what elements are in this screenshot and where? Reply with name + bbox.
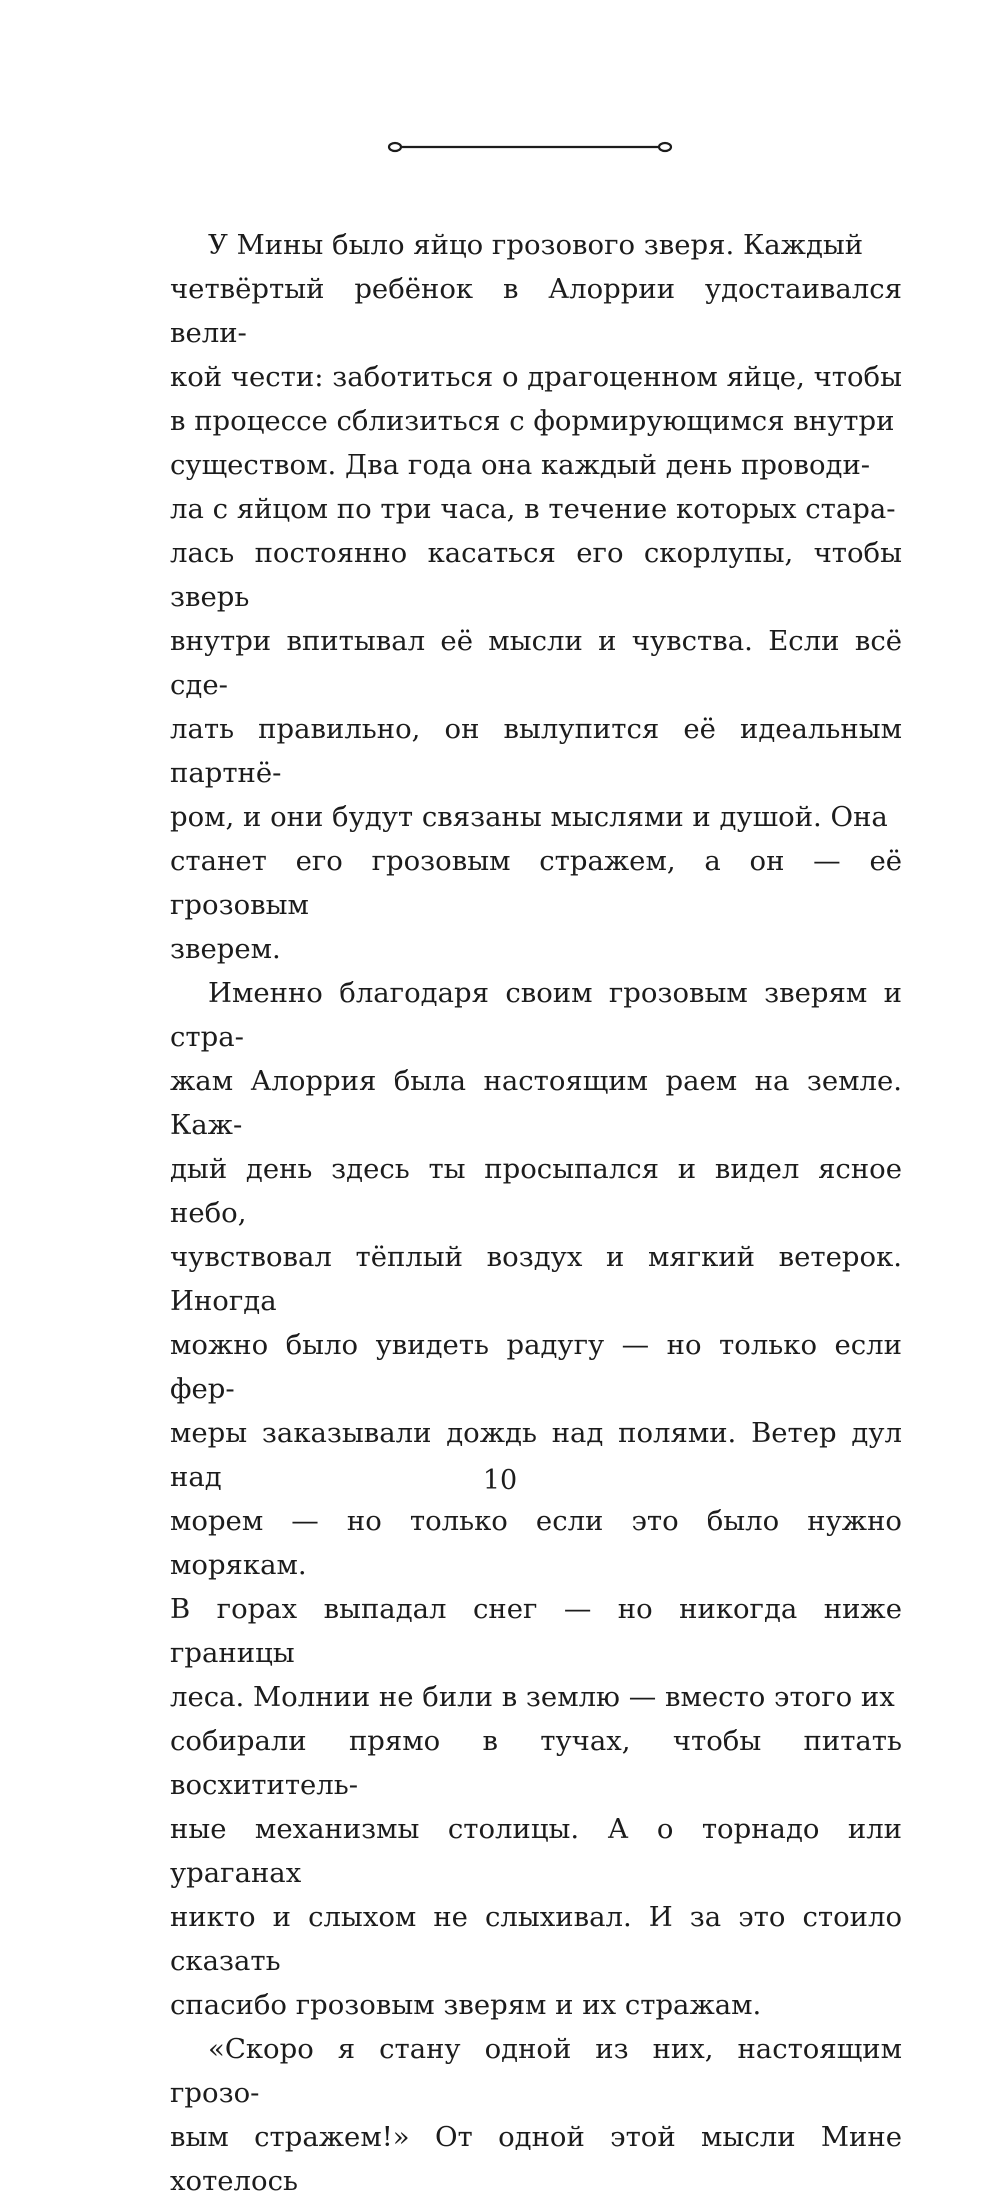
text-line: собирали прямо в тучах, чтобы питать восхититель- xyxy=(170,1725,902,1801)
text-line: зверем. xyxy=(170,933,281,965)
text-line: В горах выпадал снег — но никогда ниже границы xyxy=(170,1593,902,1669)
text-line: жам Алоррия была настоящим раем на земле. Каж- xyxy=(170,1065,902,1141)
text-line: спасибо грозовым зверям и их стражам. xyxy=(170,1989,762,2021)
page-number: 10 xyxy=(482,1465,518,1496)
text-line: никто и слыхом не слыхивал. И за это стоило сказать xyxy=(170,1901,902,1977)
text-line: кой чести: заботиться о драгоценном яйце, чтобы xyxy=(170,361,902,393)
text-line: существом. Два года она каждый день проводи- xyxy=(170,449,871,481)
text-line: станет его грозовым стражем, а он — её грозовым xyxy=(170,845,902,921)
text-line: в процессе сблизиться с формирующимся внутри xyxy=(170,405,895,437)
text-line: «Скоро я стану одной из них, настоящим грозо- xyxy=(170,2033,902,2109)
paragraph xyxy=(170,223,902,971)
paragraph xyxy=(170,2027,902,2203)
paragraph xyxy=(170,971,902,2027)
text-line: можно было увидеть радугу — но только если фер- xyxy=(170,1329,902,1405)
page-body xyxy=(170,223,902,2203)
text-line: У Мины было яйцо грозового зверя. Каждый xyxy=(208,229,864,261)
text-line: чувствовал тёплый воздух и мягкий ветерок. Иногда xyxy=(170,1241,902,1317)
text-line: вым стражем!» От одной этой мысли Мине хотелось xyxy=(170,2121,902,2197)
text-line: меры заказывали дождь над полями. Ветер дул над xyxy=(170,1417,902,1493)
text-line: Именно благодаря своим грозовым зверям и стра- xyxy=(170,977,902,1053)
text-line: лась постоянно касаться его скорлупы, чтобы зверь xyxy=(170,537,902,613)
text-line: леса. Молнии не били в землю — вместо этого их xyxy=(170,1681,895,1713)
text-line: внутри впитывал её мысли и чувства. Если всё сде- xyxy=(170,625,902,701)
ornament-divider xyxy=(386,136,674,158)
text-line: морем — но только если это было нужно морякам. xyxy=(170,1505,902,1581)
text-line: четвёртый ребёнок в Алоррии удостаивался вели- xyxy=(170,273,902,349)
text-line: ла с яйцом по три часа, в течение которых стара- xyxy=(170,493,896,525)
text-line: лать правильно, он вылупится её идеальным партнё- xyxy=(170,713,902,789)
text-line: дый день здесь ты просыпался и видел ясное небо, xyxy=(170,1153,902,1229)
text-line: ром, и они будут связаны мыслями и душой. Она xyxy=(170,801,888,833)
text-line: ные механизмы столицы. А о торнадо или ураганах xyxy=(170,1813,902,1889)
